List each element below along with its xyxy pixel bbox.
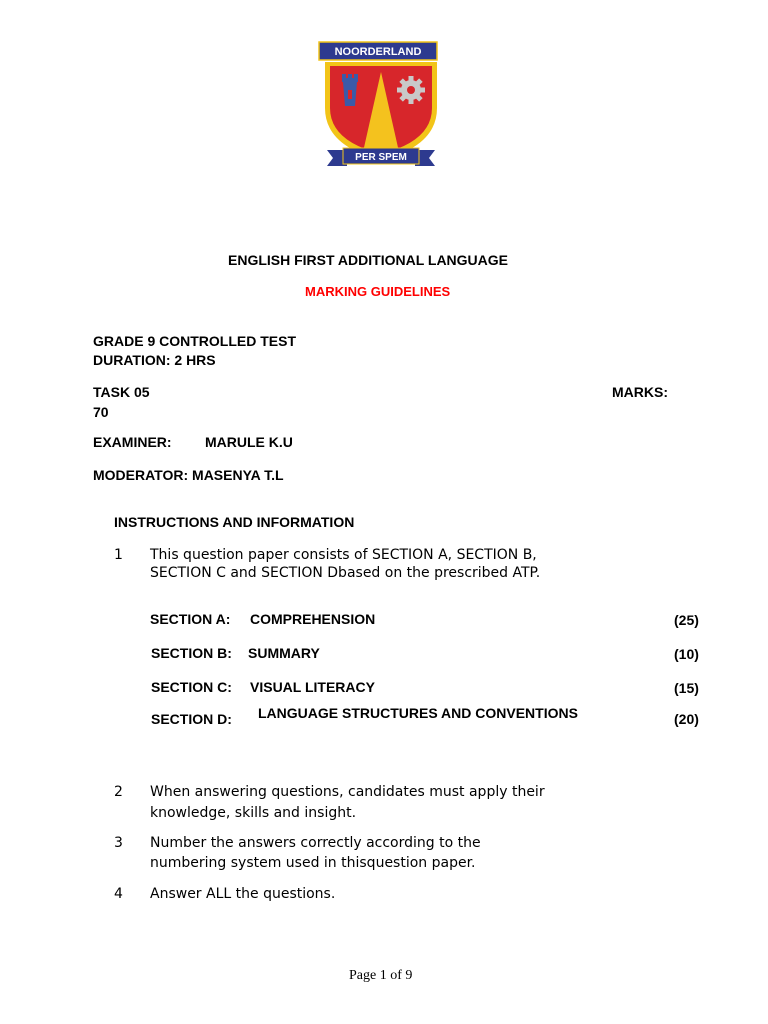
- crest-top-banner-text: NOORDERLAND: [334, 46, 422, 58]
- subject-title: ENGLISH FIRST ADDITIONAL LANGUAGE: [228, 252, 508, 268]
- section-title: COMPREHENSION: [250, 611, 376, 627]
- section-label: SECTION C:: [151, 679, 232, 695]
- section-label: SECTION B:: [151, 645, 232, 661]
- section-marks: (10): [674, 646, 699, 662]
- section-label: SECTION D:: [151, 711, 232, 727]
- marking-guidelines-subtitle: MARKING GUIDELINES: [305, 284, 451, 299]
- instruction-text: numbering system used in thisquestion paper.: [150, 855, 476, 871]
- section-label: SECTION A:: [150, 611, 231, 627]
- instructions-heading: INSTRUCTIONS AND INFORMATION: [114, 514, 355, 530]
- instruction-text: SECTION C and SECTION Dbased on the prescribed ATP.: [150, 565, 541, 581]
- school-crest-logo: [305, 38, 462, 173]
- task-label: TASK 05: [93, 384, 150, 400]
- section-marks: (20): [674, 711, 699, 727]
- instruction-number: 4: [114, 886, 123, 902]
- instruction-text: When answering questions, candidates must apply their: [150, 784, 545, 800]
- page-number: Page 1 of 9: [349, 968, 413, 983]
- examiner-name: MARULE K.U: [205, 434, 293, 450]
- instruction-text: This question paper consists of SECTION A, SECTION B,: [150, 547, 537, 563]
- marks-label: MARKS:: [612, 384, 668, 400]
- section-title: VISUAL LITERACY: [250, 679, 375, 695]
- duration-line: DURATION: 2 HRS: [93, 352, 216, 368]
- section-title: SUMMARY: [248, 645, 320, 661]
- instruction-number: 1: [114, 547, 123, 563]
- instruction-number: 3: [114, 835, 123, 851]
- section-marks: (15): [674, 680, 699, 696]
- crest-bottom-banner-text: PER SPEM: [355, 152, 407, 163]
- instruction-text: Number the answers correctly according to the: [150, 835, 481, 851]
- instruction-text: knowledge, skills and insight.: [150, 805, 357, 821]
- instruction-number: 2: [114, 784, 123, 800]
- section-title: LANGUAGE STRUCTURES AND CONVENTIONS: [258, 705, 578, 721]
- examiner-label: EXAMINER:: [93, 434, 172, 450]
- section-marks: (25): [674, 612, 699, 628]
- grade-line: GRADE 9 CONTROLLED TEST: [93, 333, 297, 349]
- marks-value: 70: [93, 404, 109, 420]
- moderator-line: MODERATOR: MASENYA T.L: [93, 467, 284, 483]
- instruction-text: Answer ALL the questions.: [150, 886, 336, 902]
